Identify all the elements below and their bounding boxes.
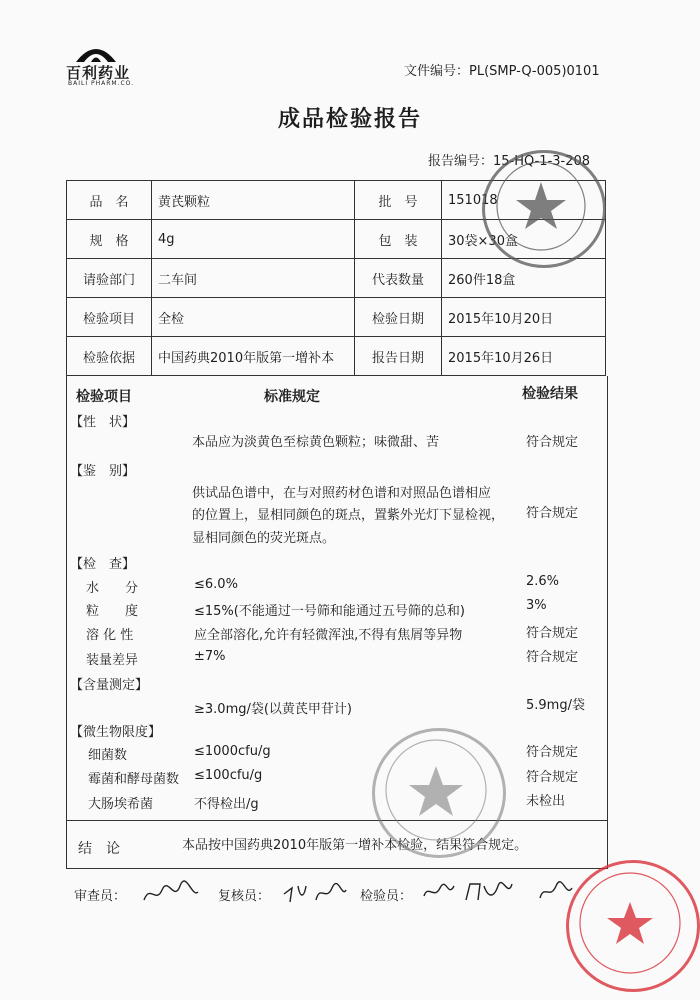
inspection-item: 装量差异: [86, 653, 139, 668]
conclusion-divider: [66, 820, 608, 821]
info-value: 2015年10月20日: [442, 298, 606, 337]
info-label: 规 格: [67, 220, 152, 259]
appearance-standard: 本品应为淡黄色至棕黄色颗粒；味微甜、苦: [192, 435, 440, 450]
microbial-result: 未检出: [526, 794, 566, 809]
inspection-item: 溶 化 性: [86, 628, 134, 643]
section-header-identification: 【鉴 别】: [70, 464, 136, 479]
section-header-microbial: 【微生物限度】: [70, 725, 162, 740]
info-label: 检验项目: [67, 298, 152, 337]
inspection-standard: ±7%: [194, 649, 226, 664]
info-label: 包 装: [355, 220, 442, 259]
inspection-item: 水 分: [86, 581, 139, 596]
rechecker-signature: [282, 880, 348, 911]
info-label: 批 号: [355, 181, 442, 220]
assay-standard: ≥3.0mg/袋(以黄芪甲苷计): [194, 702, 353, 717]
identification-standard-line: 供试品色谱中，在与对照药材色谱和对照品色谱相应: [192, 486, 492, 501]
info-value: 2015年10月26日: [442, 337, 606, 376]
microbial-result: 符合规定: [526, 745, 579, 760]
microbial-standard: ≤100cfu/g: [194, 768, 263, 783]
info-label: 请验部门: [67, 259, 152, 298]
info-value: 151018: [442, 181, 606, 220]
identification-result: 符合规定: [526, 506, 579, 521]
table-row: [67, 337, 606, 376]
table-row: [67, 298, 606, 337]
company-seal-stamp: [372, 728, 506, 858]
identification-standard-line: 的位置上，显相同颜色的斑点，置紫外光灯下显检视，: [192, 508, 505, 523]
inspection-standard: ≤15%(不能通过一号筛和能通过五号筛的总和): [194, 604, 465, 619]
info-label: 检验日期: [355, 298, 442, 337]
assay-result: 5.9mg/袋: [526, 698, 585, 713]
conclusion-label: 结 论: [78, 841, 120, 857]
info-value: 30袋×30盒: [442, 220, 606, 259]
section-header-appearance: 【性 状】: [70, 415, 136, 430]
rechecker-label: 复核员：: [218, 889, 271, 904]
page-title: 成品检验报告: [277, 107, 422, 132]
inspection-result: 3%: [526, 598, 547, 613]
microbial-item: 霉菌和酵母菌数: [88, 772, 180, 787]
inspection-standard: ≤6.0%: [194, 577, 238, 592]
reviewer-signature: [142, 880, 200, 911]
section-header-inspection: 【检 查】: [70, 557, 136, 572]
logo-chinese-name: 百利药业: [66, 64, 131, 82]
info-label: 检验依据: [67, 337, 152, 376]
info-label: 报告日期: [355, 337, 442, 376]
document-number: 文件编号：PL(SMP-Q-005)0101: [404, 64, 600, 79]
info-value: 二车间: [152, 259, 355, 298]
conclusion-text: 本品按中国药典2010年版第一增补本检验，结果符合规定。: [182, 838, 528, 853]
info-label: 代表数量: [355, 259, 442, 298]
info-value: 中国药典2010年版第一增补本: [152, 337, 355, 376]
microbial-item: 大肠埃希菌: [88, 797, 154, 812]
section-header-assay: 【含量测定】: [70, 678, 149, 693]
quality-dept-stamp: [482, 150, 606, 268]
microbial-standard: ≤1000cfu/g: [194, 744, 271, 759]
inspection-standard: 应全部溶化,允许有轻微浑浊,不得有焦屑等异物: [194, 628, 463, 643]
identification-standard-line: 显相同颜色的荧光斑点。: [192, 531, 336, 546]
inspector-label: 检验员：: [360, 889, 413, 904]
inspector-signatures: [422, 878, 574, 911]
inspection-item: 粒 度: [86, 604, 139, 619]
logo-arch-icon: [74, 40, 118, 62]
logo-english-name: BAILI PHARM.CO.: [68, 80, 135, 87]
info-label: 品 名: [67, 181, 152, 220]
company-logo: [62, 40, 152, 88]
inspection-result: 符合规定: [526, 626, 579, 641]
inspection-result: 符合规定: [526, 650, 579, 665]
info-value: 4g: [152, 220, 355, 259]
column-header-item: 检验项目: [76, 389, 132, 405]
red-quality-stamp: [566, 860, 700, 992]
microbial-result: 符合规定: [526, 770, 579, 785]
info-value: 260件18盒: [442, 259, 606, 298]
microbial-item: 细菌数: [88, 748, 128, 763]
inspection-result: 2.6%: [526, 574, 560, 589]
info-value: 黄芪颗粒: [152, 181, 355, 220]
appearance-result: 符合规定: [526, 435, 579, 450]
column-header-result: 检验结果: [522, 386, 578, 402]
report-number: 报告编号：15-HQ-1-3-208: [428, 154, 591, 169]
info-value: 全检: [152, 298, 355, 337]
microbial-standard: 不得检出/g: [194, 797, 259, 812]
reviewer-label: 审查员：: [74, 889, 127, 904]
column-header-standard: 标准规定: [264, 389, 320, 405]
